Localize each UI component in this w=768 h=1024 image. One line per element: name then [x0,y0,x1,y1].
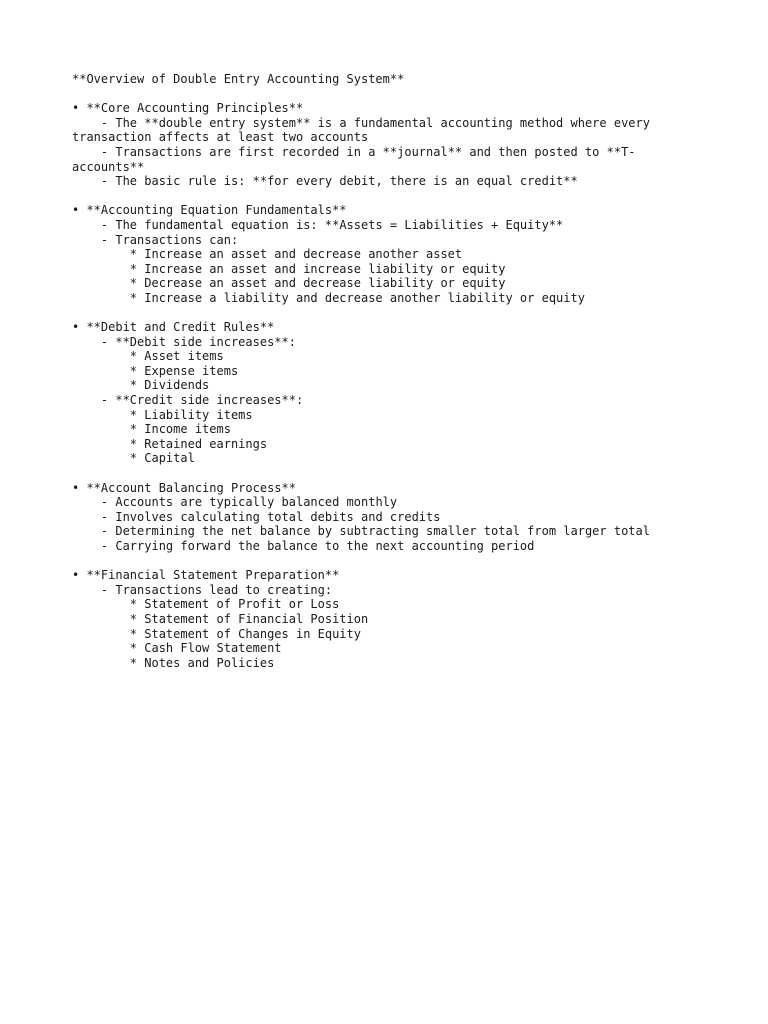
section-line: - Transactions lead to creating: [72,582,333,597]
section-heading: • **Accounting Equation Fundamentals** [72,203,347,218]
section-line: - Determining the net balance by subtracting smaller total from larger total [72,524,650,539]
section-line: - Carrying forward the balance to the next accounting period [72,539,535,553]
section-line: * Notes and Policies [72,655,275,670]
section-line: * Dividends [72,378,210,393]
section-line: * Statement of Profit or Loss [72,597,340,612]
section-line: - Transactions can: [72,232,239,247]
section-line: * Capital [72,451,195,466]
section-line: - Accounts are typically balanced monthly [72,495,398,510]
section-line: - The **double entry system** is a fundamental accounting method where every transaction affects at least two accounts [72,115,658,145]
spacer [72,466,682,481]
section-line: * Liability items [72,407,253,422]
section-heading: • **Account Balancing Process** [72,480,296,495]
section-heading: • **Core Accounting Principles** [72,101,304,116]
section-line: - **Debit side increases**: [72,334,296,349]
spacer [72,189,682,204]
section-line: * Expense items [72,363,239,378]
section-line: * Asset items [72,349,224,364]
section-line: * Increase an asset and decrease another asset [72,247,463,262]
spacer [72,87,682,102]
section-heading: • **Financial Statement Preparation** [72,568,340,583]
section-line: * Cash Flow Statement [72,641,282,656]
spacer [72,306,682,321]
spacer [72,554,682,569]
section-line: - The fundamental equation is: **Assets = Liabilities + Equity** [72,217,564,232]
section-line: * Income items [72,422,231,437]
section-line: - Transactions are first recorded in a **journal** and then posted to **T-accounts** [72,144,636,174]
document-title: **Overview of Double Entry Accounting System** [72,72,405,86]
section-line: * Statement of Financial Position [72,611,369,626]
section-line: - **Credit side increases**: [72,393,304,408]
section-line: * Retained earnings [72,436,268,451]
section-line: * Statement of Changes in Equity [72,626,361,641]
section-line: * Increase a liability and decrease another liability or equity [72,290,585,305]
section-line: * Decrease an asset and decrease liability or equity [72,276,506,291]
section-line: - Involves calculating total debits and credits [72,509,441,524]
section-heading: • **Debit and Credit Rules** [72,320,275,335]
section-line: * Increase an asset and increase liability or equity [72,261,506,276]
document-body [72,72,682,670]
section-line: - The basic rule is: **for every debit, there is an equal credit** [72,174,578,189]
